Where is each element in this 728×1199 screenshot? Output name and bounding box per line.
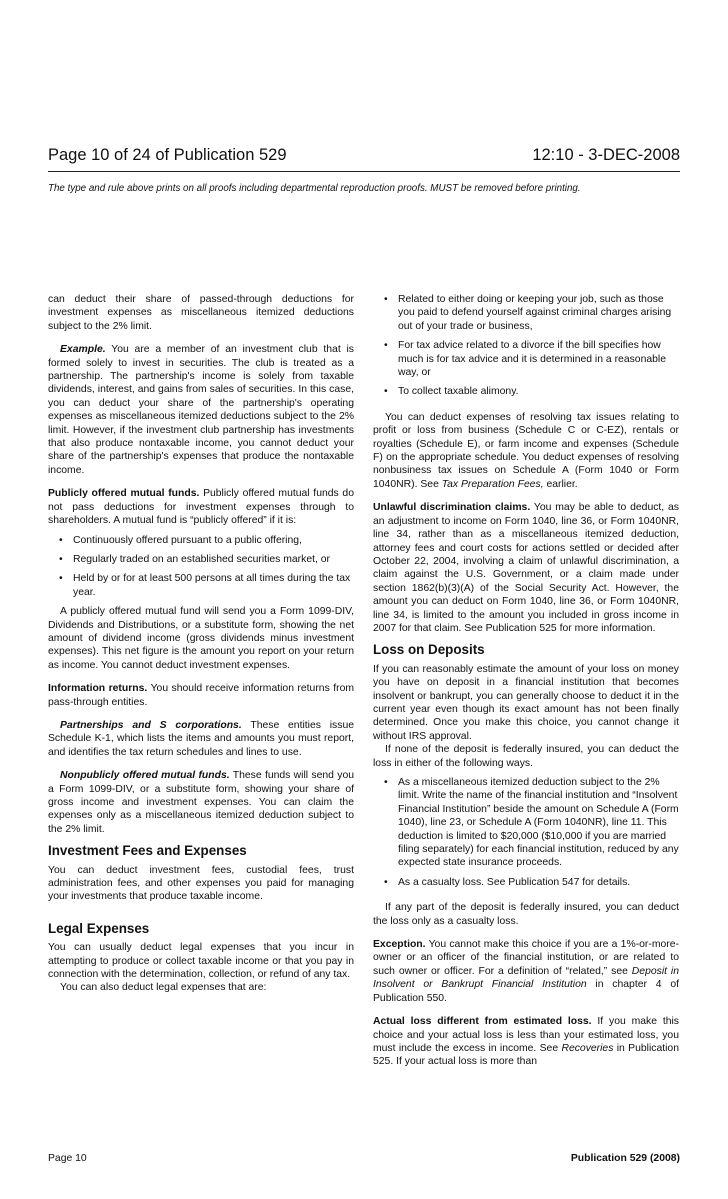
bullet-icon: • <box>384 386 388 398</box>
left-column <box>48 293 354 995</box>
list-item: • Related to either doing or keeping your job, such as those you paid to defend yourself against criminal charges arising out of your trade or business, <box>384 294 672 332</box>
heading-investment-fees: Investment Fees and Expenses <box>48 843 247 859</box>
list-item: • As a casualty loss. See Publication 547 for details. <box>384 876 631 888</box>
recoveries-ref: Recoveries <box>561 1042 614 1054</box>
partnerships-label: Partnerships and S corporations. <box>60 719 242 731</box>
list-item: • As a miscellaneous itemized deduction subject to the 2% limit. Write the name of the financial institution and “Insolvent Financial Institution” beside the amount on Schedule A (Form 1040), line 23, or Schedule A (Form 1040NR), line 11. This deduction is limited to $20,000 ($10,000 if you are married filing separately) for each financial institution, reduced by any expected state insurance proceeds. <box>384 777 679 869</box>
info-returns-text: You should receive information returns from pass-through entities. <box>48 683 354 708</box>
none-insured-paragraph: If none of the deposit is federally insured, you can deduct the loss in either of the following ways. <box>373 744 679 769</box>
heading-loss-on-deposits: Loss on Deposits <box>373 642 485 658</box>
heading-legal-expenses: Legal Expenses <box>48 920 150 936</box>
partnerships-paragraph <box>48 719 354 759</box>
list-item: • To collect taxable alimony. <box>384 386 519 398</box>
npomf-text: These funds will send you a Form 1099-DIV, or a substitute form, showing your share of gross income and investment expenses. You can claim the expenses only as a miscellaneous itemized deduction subject to the 2% limit. <box>48 770 354 835</box>
example-label: Example. <box>60 344 106 356</box>
pomf-bullet-list <box>48 534 354 600</box>
actual-loss-paragraph: Actual loss different from estimated loss. If you make this choice and your actual loss is less than your estimated loss, you must include the excess in income. See Recoveries in Publication 525. If your actual loss is more than <box>373 1016 679 1068</box>
resolve-tax-paragraph: You can deduct expenses of resolving tax issues relating to profit or loss from business (Schedule C or C-EZ), rentals or royalties (Schedule E), or farm income and expenses (Schedule F) on the appropriate schedule. You deduct expenses of resolving nonbusiness tax issues on Schedule A (Form 1040 or Form 1040NR). See Tax Preparation Fees, earlier. <box>373 411 679 490</box>
proof-note: The type and rule above prints on all proofs including departmental reproduction proofs. MUST be removed before printing. <box>48 183 581 194</box>
footer-publication: Publication 529 (2008) <box>570 1153 680 1164</box>
bullet-icon: • <box>384 777 388 788</box>
example-paragraph <box>48 343 354 477</box>
tax-prep-fees-ref: Tax Preparation Fees, <box>441 478 544 490</box>
list-item: • Continuously offered pursuant to a public offering, <box>59 534 302 546</box>
any-insured-paragraph: If any part of the deposit is federally insured, you can deduct the loss only as a casualty loss. <box>373 902 679 927</box>
legal-expenses-paragraph: You can usually deduct legal expenses that you incur in attempting to produce or collect taxable income or that you pay in connection with the determination, collection, or refund of any tax. <box>48 942 354 981</box>
header-page-info: Page 10 of 24 of Publication 529 <box>48 146 287 164</box>
info-returns-paragraph <box>48 682 354 709</box>
bullet-icon: • <box>59 553 63 565</box>
deposit-insolvent-ref: Deposit in Insolvent or Bankrupt Financial Institution <box>373 965 679 991</box>
unlawful-text: You may be able to deduct, as an adjustment to income on Form 1040, line 36, or Form 1040NR, line 34, rather than as a miscellaneous itemized deduction, attorney fees and court costs for actions settled or decided after October 22, 2004, involving a claim of unlawful discrimination, a claim against the U.S. Government, or a claim made under section 1862(b)(3)(A) of the Social Security Act. However, the amount you can deduct on Form 1040, line 36, or Form 1040NR, line 34, is limited to the amount you included in gross income in 2007 for that claim. See Publication 525 for more information. <box>373 502 680 634</box>
deposits-paragraph: If you can reasonably estimate the amount of your loss on money you have on deposit in a financial institution that becomes insolvent or bankrupt, you can generally choose to deduct it in the current year even though its exact amount has not been finally determined. Once you make this choice, you cannot change it without IRS approval. <box>373 663 679 742</box>
legal-expenses-paragraph-2: You can also deduct legal expenses that are: <box>60 982 267 994</box>
bullet-icon: • <box>384 294 388 305</box>
pomf-paragraph <box>48 487 354 527</box>
list-item: • Regularly traded on an established securities market, or <box>59 553 331 565</box>
page-header <box>48 146 680 168</box>
investment-fees-paragraph: You can deduct investment fees, custodial fees, trust administration fees, and other expenses you paid for managing your investments that produce taxable income. <box>48 864 354 903</box>
exception-paragraph: Exception. You cannot make this choice if you are a 1%-or-more-owner or an officer of the financial institution, or are related to such owner or officer. For a definition of “related,” see Deposit in Insolvent or Bankrupt Financial Institution in chapter 4 of Publication 550. <box>373 939 679 1004</box>
bullet-icon: • <box>384 876 388 888</box>
unlawful-discrimination-paragraph <box>373 501 679 635</box>
example-text: You are a member of an investment club that is formed solely to invest in securities. The club is treated as a partnership. The partnership's income is solely from taxable dividends, interest, and gains from sales of securities. In this case, you can deduct your share of the partnership's operating expenses as miscellaneous itemized deductions subject to the 2% limit. However, if the investment club partnership has investments that also produce nontaxable income, you cannot deduct your share of the partnership's expenses that produce the nontaxable income. <box>48 344 354 476</box>
form-1099-paragraph: A publicly offered mutual fund will send you a Form 1099-DIV, Dividends and Distributions, or a substitute form, showing the net amount of dividend income (gross dividends minus investment expenses). This net figure is the amount you report on your return as income. You cannot deduct investment expenses. <box>48 606 354 671</box>
bullet-icon: • <box>384 340 388 352</box>
npomf-paragraph <box>48 769 354 836</box>
partnerships-text: These entities issue Schedule K-1, which lists the items and amounts you must report, and identifies the tax return schedules and lines to use. <box>48 719 355 758</box>
intro-paragraph: can deduct their share of passed-through deductions for investment expenses as miscellaneous itemized deductions subject to the 2% limit. <box>48 294 354 332</box>
list-item: • For tax advice related to a divorce if the bill specifies how much is for tax advice and it is determined in a reasonable way, or <box>384 340 666 379</box>
right-column <box>373 293 679 1069</box>
bullet-icon: • <box>59 534 63 546</box>
pomf-text: Publicly offered mutual funds do not pass deductions for investment expenses through to shareholders. A mutual fund is “publicly offered” if it is: <box>48 488 354 527</box>
legal-bullet-list <box>373 293 679 399</box>
header-rule <box>48 171 680 172</box>
exception-label: Exception. <box>373 939 426 951</box>
bullet-icon: • <box>59 573 63 585</box>
pomf-label: Publicly offered mutual funds. <box>48 488 200 500</box>
header-timestamp: 12:10 - 3-DEC-2008 <box>532 146 680 164</box>
footer-page-number: Page 10 <box>48 1153 87 1164</box>
actual-loss-label: Actual loss different from estimated loss. <box>373 1016 592 1028</box>
info-returns-label: Information returns. <box>48 683 148 695</box>
npomf-label: Nonpublicly offered mutual funds. <box>60 770 230 782</box>
list-item: • Held by or for at least 500 persons at all times during the tax year. <box>59 573 351 598</box>
deposit-bullet-list <box>373 776 679 889</box>
unlawful-label: Unlawful discrimination claims. <box>373 502 531 514</box>
